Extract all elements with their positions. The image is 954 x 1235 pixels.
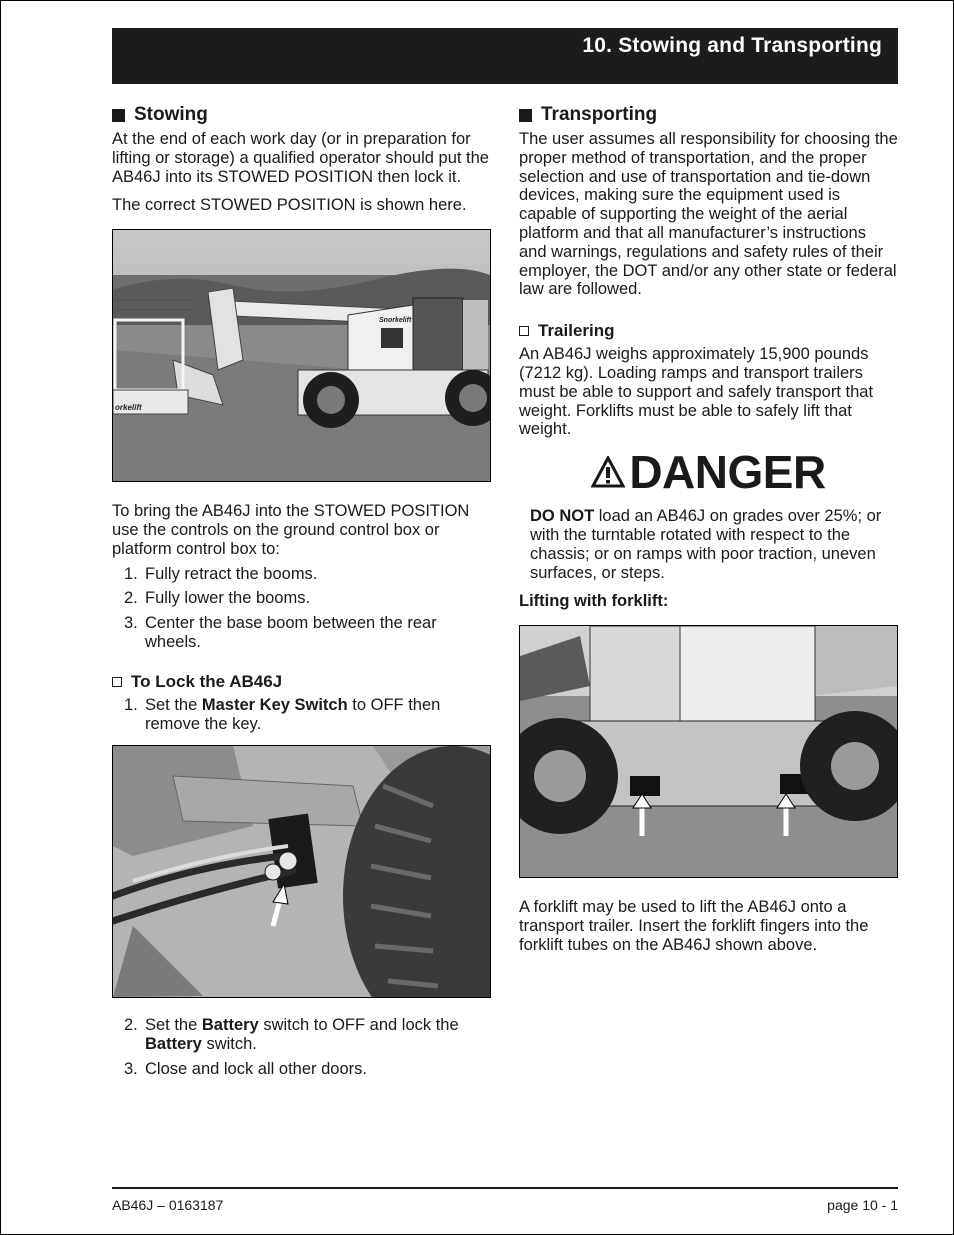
stowed-position-photo xyxy=(112,229,491,482)
danger-title: DANGER xyxy=(629,446,826,499)
stowing-heading-text: Stowing xyxy=(134,104,208,125)
document-id: AB46J – 0163187 xyxy=(112,1197,224,1213)
warning-triangle-icon xyxy=(591,456,625,488)
left-column xyxy=(112,104,492,1085)
step-text: Close and lock all other doors. xyxy=(145,1059,367,1078)
stowed-shown-text: The correct STOWED POSITION is shown here. xyxy=(112,196,467,215)
step-number: 1. xyxy=(124,564,138,583)
step-text: Set the Master Key Switch to OFF then remove the key. xyxy=(145,695,441,733)
forklift-tubes-photo xyxy=(519,625,898,878)
lock-steps-1 xyxy=(112,696,492,734)
right-column xyxy=(519,104,898,955)
step-text: Center the base boom between the rear wheels. xyxy=(145,614,437,651)
checkbox-bullet-icon xyxy=(112,677,122,687)
trailering-heading-text: Trailering xyxy=(538,321,615,341)
lock-heading-text: To Lock the AB46J xyxy=(131,671,283,691)
square-bullet-icon xyxy=(112,109,125,122)
stowing-intro: At the end of each work day (or in preparation for lifting or storage) a qualified operator should put the AB46J into its STOWED POSITION then lock it. xyxy=(112,130,489,186)
stowing-steps xyxy=(112,565,492,652)
step-text: Set the Battery switch to OFF and lock the Battery switch. xyxy=(145,1016,459,1054)
photo-brand-label-2: orkelift xyxy=(115,403,142,413)
transporting-body: The user assumes all responsibility for choosing the proper method of transportation, and the proper selection and use of transportation and tie-down devices, making sure the equipment used is capable of supporting the weight of the aerial platform and that all manufacturer’s instructions and warnings, regulations and safety rules of their employer, the DOT and/or any other state or federal law are followed. xyxy=(519,130,898,299)
checkbox-bullet-icon xyxy=(519,326,529,336)
list-item xyxy=(112,614,492,652)
trailering-body: An AB46J weighs approximately 15,900 pounds (7212 kg). Loading ramps and transport trailers must be able to support and safely transport that weight. Forklifts must be able to safely lift that weight. xyxy=(519,345,874,439)
stowing-heading xyxy=(112,104,492,126)
trailering-heading xyxy=(519,321,898,341)
forklift-heading: Lifting with forklift: xyxy=(519,592,669,611)
list-item xyxy=(112,565,492,584)
photo-brand-label: Snorkelift xyxy=(379,317,412,325)
square-bullet-icon xyxy=(519,109,532,122)
forklift-body: A forklift may be used to lift the AB46J onto a transport trailer. Insert the forklift fingers into the forklift tubes on the AB46J shown above. xyxy=(519,898,869,954)
danger-heading xyxy=(519,445,898,499)
master-key-switch-label: Master Key Switch xyxy=(201,695,348,714)
step-text: Fully lower the booms. xyxy=(145,589,311,608)
list-item xyxy=(112,1016,492,1054)
footer-rule xyxy=(112,1187,898,1189)
step-number: 2. xyxy=(124,1016,138,1035)
step-text: Fully retract the booms. xyxy=(145,564,318,583)
step-number: 1. xyxy=(124,695,138,714)
step-number: 3. xyxy=(124,1059,138,1078)
step-number: 3. xyxy=(124,614,138,633)
list-item xyxy=(112,1060,492,1079)
transporting-heading xyxy=(519,104,898,126)
page-number: page 10 - 1 xyxy=(827,1197,898,1213)
master-key-switch-photo xyxy=(112,745,491,998)
list-item xyxy=(112,589,492,608)
list-item xyxy=(112,696,492,734)
transporting-heading-text: Transporting xyxy=(541,104,658,125)
danger-body: DO NOT load an AB46J on grades over 25%; or with the turntable rotated with respect to the chassis; or on ramps with poor traction, uneven surfaces, or steps. xyxy=(530,507,882,582)
stowed-instructions: To bring the AB46J into the STOWED POSITION use the controls on the ground control box or platform control box to: xyxy=(112,502,470,558)
header-bar xyxy=(112,28,898,84)
step-number: 2. xyxy=(124,589,138,608)
lock-steps-2 xyxy=(112,1016,492,1078)
lock-heading xyxy=(112,672,492,692)
page-title: 10. Stowing and Transporting xyxy=(582,34,882,57)
